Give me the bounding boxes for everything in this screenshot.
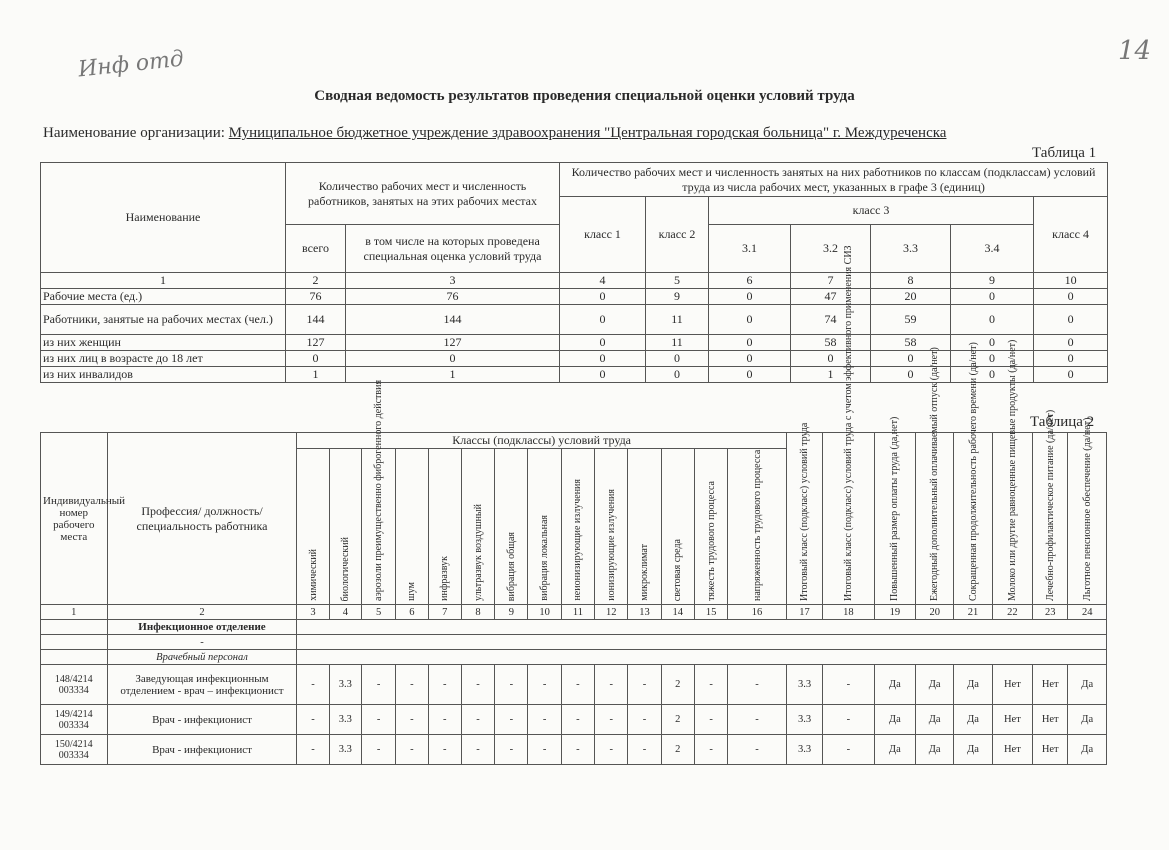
t2-header-increased-pay: [874, 416, 915, 605]
t1-cell: 0: [560, 305, 646, 335]
t2-dash-cell: -: [107, 635, 297, 650]
t1-cell: 0: [646, 367, 709, 383]
t1-row: [41, 351, 1108, 367]
t2-cell: -: [297, 665, 329, 705]
organization-name: Муниципальное бюджетное учреждение здравоохранения "Центральная городская больница" г. Междуреченска: [228, 125, 947, 141]
document-title: Сводная ведомость результатов проведения специальной оценки условий труда: [314, 88, 855, 104]
t2-cell: 2: [661, 705, 694, 735]
t2-extra-label: Лечебно-профилактическое питание (да/нет): [1044, 409, 1056, 601]
t2-factor-header: [528, 449, 561, 605]
t2-col-number: 14: [661, 605, 694, 620]
t2-col-number: 15: [694, 605, 727, 620]
t1-cell: 0: [1034, 305, 1108, 335]
t1-col-number: 1: [41, 273, 286, 289]
t2-cell: 3.3: [786, 735, 822, 765]
t2-cell: Нет: [1033, 665, 1068, 705]
t2-extra-label: Молоко или другие равноценные пищевые продукты (да/нет): [1006, 339, 1018, 601]
t1-cell: 0: [871, 351, 951, 367]
t2-cell: -: [461, 735, 494, 765]
t2-factor-label: ультразвук воздушный: [472, 504, 484, 601]
t2-cell: Да: [874, 665, 915, 705]
t2-cell: -: [728, 665, 787, 705]
t2-cell: -: [628, 665, 661, 705]
t1-header-33: 3.3: [871, 225, 951, 273]
t2-row-profession: Врач - инфекционист: [107, 705, 297, 735]
t2-factor-header: [297, 449, 329, 605]
t1-header-class4: класс 4: [1034, 197, 1108, 273]
t2-extra-label: Итоговый класс (подкласс) условий труда: [799, 422, 810, 601]
t2-factor-label: тяжесть трудового процесса: [705, 481, 717, 601]
t2-col-number: 3: [297, 605, 329, 620]
t1-cell: 144: [286, 305, 346, 335]
t1-cell: 0: [951, 289, 1034, 305]
t1-col-number: 10: [1034, 273, 1108, 289]
t1-col-number: 5: [646, 273, 709, 289]
t2-cell: -: [561, 705, 594, 735]
t1-row: [41, 367, 1108, 383]
t2-col-number: 17: [786, 605, 822, 620]
t2-col-number: 10: [528, 605, 561, 620]
t1-cell: 0: [1034, 289, 1108, 305]
t1-row-name: Рабочие места (ед.): [41, 289, 286, 305]
t2-factor-label: вибрация локальная: [539, 515, 551, 601]
t1-header-31: 3.1: [709, 225, 791, 273]
t1-cell: 20: [871, 289, 951, 305]
t1-header-34: 3.4: [951, 225, 1034, 273]
t1-cell: 76: [346, 289, 560, 305]
t2-row-id: 148/4214 003334: [41, 665, 108, 705]
t2-cell: 3.3: [329, 705, 361, 735]
t2-cell: 3.3: [786, 705, 822, 735]
t2-col-number: 1: [41, 605, 108, 620]
t1-cell: 11: [646, 335, 709, 351]
t1-col-number: 4: [560, 273, 646, 289]
t2-cell: Да: [1068, 705, 1107, 735]
t1-cell: 0: [709, 367, 791, 383]
t2-row: [41, 665, 1107, 705]
t1-cell: 127: [346, 335, 560, 351]
t2-cell: -: [595, 705, 628, 735]
t1-cell: 47: [791, 289, 871, 305]
t2-cell: -: [428, 705, 461, 735]
t2-cell: -: [528, 705, 561, 735]
t2-cell: -: [297, 705, 329, 735]
t2-cell: Да: [954, 665, 992, 705]
summary-table: [40, 162, 1108, 383]
t2-cell: -: [728, 735, 787, 765]
t2-cell: Нет: [1033, 705, 1068, 735]
t2-col-number: 12: [595, 605, 628, 620]
t2-row-profession: Врач - инфекционист: [107, 735, 297, 765]
t2-cell: -: [396, 735, 428, 765]
t2-dash-filler: [297, 635, 1107, 650]
t2-extra-label: Повышенный размер оплаты труда (да,нет): [889, 416, 901, 601]
t1-cell: 0: [1034, 335, 1108, 351]
t2-col-number: 5: [361, 605, 395, 620]
t1-cell: 0: [871, 367, 951, 383]
t2-factor-header: [361, 379, 395, 605]
t2-factor-header: [728, 449, 787, 605]
t1-cell: 1: [286, 367, 346, 383]
t2-section-name: Инфекционное отделение: [107, 620, 297, 635]
t2-factor-header: [561, 449, 594, 605]
t2-factor-header: [694, 449, 727, 605]
t2-cell: Да: [874, 735, 915, 765]
t2-factor-header: [595, 449, 628, 605]
t2-cell: -: [561, 735, 594, 765]
t2-cell: -: [628, 705, 661, 735]
t2-cell: -: [396, 665, 428, 705]
t2-factor-header: [329, 449, 361, 605]
t2-row: [41, 705, 1107, 735]
t2-header-pension: [1068, 417, 1107, 605]
t1-header-qty: Количество рабочих мест и численность работников, занятых на этих рабочих местах: [286, 163, 560, 225]
t2-subsection-id-cell: [41, 650, 108, 665]
t2-cell: -: [694, 705, 727, 735]
t1-cell: 11: [646, 305, 709, 335]
t2-cell: Да: [916, 705, 954, 735]
t2-cell: 2: [661, 665, 694, 705]
t2-cell: 2: [661, 735, 694, 765]
t2-factor-label: инфразвук: [439, 556, 451, 601]
t2-factor-header: [628, 449, 661, 605]
t1-row-name: из них инвалидов: [41, 367, 286, 383]
table1-caption: Таблица 1: [1032, 145, 1097, 161]
t2-cell: -: [595, 665, 628, 705]
t2-cell: -: [461, 665, 494, 705]
t1-row-name: из них лиц в возрасте до 18 лет: [41, 351, 286, 367]
t2-col-number: 16: [728, 605, 787, 620]
t1-cell: 0: [951, 367, 1034, 383]
t1-header-32: 3.2: [791, 225, 871, 273]
t2-factor-label: световая среда: [672, 538, 684, 601]
organization-line: [43, 125, 946, 142]
t1-cell: 144: [346, 305, 560, 335]
t2-factor-header: [428, 449, 461, 605]
t2-row-profession: Заведующая инфекционным отделением - врач – инфекционист: [107, 665, 297, 705]
t2-factor-label: вибрация общая: [505, 531, 517, 601]
t2-cell: -: [823, 665, 874, 705]
t2-cell: -: [628, 735, 661, 765]
t2-col-number: 4: [329, 605, 361, 620]
t2-col-number: 11: [561, 605, 594, 620]
t2-header-profession: Профессия/ должность/ специальность работника: [107, 433, 297, 605]
t1-col-number: 7: [791, 273, 871, 289]
t2-cell: Да: [916, 665, 954, 705]
t1-cell: 0: [560, 289, 646, 305]
t2-cell: -: [428, 665, 461, 705]
t1-col-number: 6: [709, 273, 791, 289]
t2-col-number: 24: [1068, 605, 1107, 620]
page-number-handwritten: 14: [1118, 36, 1152, 66]
t1-cell: 58: [791, 335, 871, 351]
t1-cell: 9: [646, 289, 709, 305]
t1-header-total: всего: [286, 225, 346, 273]
t2-cell: -: [297, 735, 329, 765]
t1-cell: 0: [286, 351, 346, 367]
t2-row-id: 150/4214 003334: [41, 735, 108, 765]
t2-row: [41, 735, 1107, 765]
t2-cell: -: [528, 665, 561, 705]
t2-cell: Нет: [1033, 735, 1068, 765]
t2-factor-label: биологический: [339, 536, 351, 601]
t2-factor-label: шум: [406, 582, 418, 601]
t2-col-number: 6: [396, 605, 428, 620]
t2-cell: Да: [874, 705, 915, 735]
t2-factor-header: [396, 449, 428, 605]
t2-factor-label: аэрозоли преимущественно фиброгенного действия: [373, 379, 385, 601]
t2-cell: -: [361, 735, 395, 765]
t2-cell: -: [595, 735, 628, 765]
t2-cell: -: [461, 705, 494, 735]
t2-cell: -: [561, 665, 594, 705]
t2-cell: -: [728, 705, 787, 735]
t2-header-extra-leave: [916, 347, 954, 605]
t1-cell: 58: [871, 335, 951, 351]
t1-cell: 0: [951, 335, 1034, 351]
t2-cell: -: [495, 735, 528, 765]
t2-cell: -: [694, 735, 727, 765]
t2-factor-label: ионизирующие излучения: [605, 489, 617, 601]
t1-cell: 0: [951, 305, 1034, 335]
t1-cell: 0: [709, 335, 791, 351]
t2-factor-header: [661, 449, 694, 605]
t2-extra-label: Сокращенная продолжительность рабочего времени (да/нет): [967, 342, 979, 601]
t2-extra-label: Льготное пенсионное обеспечение (да/нет): [1081, 417, 1093, 601]
t2-cell: 3.3: [329, 665, 361, 705]
t2-col-number: 23: [1033, 605, 1068, 620]
t2-col-number: 19: [874, 605, 915, 620]
t2-header-final-class: [786, 422, 822, 605]
t2-cell: -: [361, 705, 395, 735]
t1-row-name: Работники, занятые на рабочих местах (чел.): [41, 305, 286, 335]
table2-caption: Таблица 2: [1030, 414, 1095, 430]
t2-subsection-name: Врачебный персонал: [107, 650, 297, 665]
t2-factor-header: [461, 449, 494, 605]
t1-cell: 0: [709, 351, 791, 367]
handwritten-note: Инф отд: [76, 46, 185, 83]
t2-col-number: 22: [992, 605, 1032, 620]
t1-cell: 1: [791, 367, 871, 383]
t1-cell: 0: [560, 367, 646, 383]
t2-row-id: 149/4214 003334: [41, 705, 108, 735]
t1-col-number: 9: [951, 273, 1034, 289]
t1-cell: 0: [951, 351, 1034, 367]
t1-col-number: 2: [286, 273, 346, 289]
t2-factor-header: [495, 449, 528, 605]
t2-col-number: 21: [954, 605, 992, 620]
t2-dash-row: [41, 635, 1107, 650]
organization-label: Наименование организации:: [43, 125, 225, 141]
t2-cell: Нет: [992, 735, 1032, 765]
t1-cell: 0: [791, 351, 871, 367]
t2-section-id-cell: [41, 620, 108, 635]
t2-factor-label: неионизирующие излучения: [572, 479, 584, 601]
t2-column-numbers: [41, 605, 1107, 620]
t1-cell: 59: [871, 305, 951, 335]
t2-col-number: 20: [916, 605, 954, 620]
t2-cell: Да: [954, 735, 992, 765]
t2-cell: -: [495, 665, 528, 705]
t1-header-class3: класс 3: [709, 197, 1034, 225]
t1-col-number: 8: [871, 273, 951, 289]
t2-factor-label: напряженность трудового процесса: [751, 449, 763, 601]
t2-header-id: Индивидуальный номер рабочего места: [41, 433, 108, 605]
t1-row: [41, 289, 1108, 305]
t2-subsection-filler: [297, 650, 1107, 665]
t2-col-number: 2: [107, 605, 297, 620]
t2-col-number: 8: [461, 605, 494, 620]
t1-cell: 0: [1034, 367, 1108, 383]
t2-cell: -: [361, 665, 395, 705]
t2-col-number: 13: [628, 605, 661, 620]
t1-cell: 1: [346, 367, 560, 383]
t1-header-classes: Количество рабочих мест и численность занятых на них работников по классам (подклассам) условий труда из числа рабочих мест, указанных в графе 3 (единиц): [560, 163, 1108, 197]
t2-factor-label: микроклимат: [639, 544, 650, 601]
t2-section-row: [41, 620, 1107, 635]
t1-row: [41, 305, 1108, 335]
t2-cell: Нет: [992, 705, 1032, 735]
t2-col-number: 18: [823, 605, 874, 620]
t1-header-incl: в том числе на которых проведена специальная оценка условий труда: [346, 225, 560, 273]
t2-header-classes: Классы (подклассы) условий труда: [297, 433, 786, 449]
t1-cell: 0: [346, 351, 560, 367]
t2-cell: -: [428, 735, 461, 765]
t2-cell: -: [694, 665, 727, 705]
t1-row: [41, 335, 1108, 351]
t1-cell: 0: [646, 351, 709, 367]
t2-subsection-row: [41, 650, 1107, 665]
t2-cell: -: [823, 705, 874, 735]
t2-header-short-hours: [954, 342, 992, 605]
t1-header-class1: класс 1: [560, 197, 646, 273]
t1-cell: 74: [791, 305, 871, 335]
t2-extra-label: Итоговый класс (подкласс) условий труда с учетом эффективного применения СИЗ: [842, 245, 854, 601]
t2-section-filler: [297, 620, 1107, 635]
t2-cell: -: [396, 705, 428, 735]
t2-header-milk: [992, 339, 1032, 605]
t2-cell: -: [528, 735, 561, 765]
t2-extra-label: Ежегодный дополнительный оплачиваемый отпуск (да/нет): [929, 347, 941, 601]
t2-cell: Да: [1068, 735, 1107, 765]
t1-column-numbers: [41, 273, 1108, 289]
t1-cell: 0: [709, 289, 791, 305]
t2-cell: 3.3: [786, 665, 822, 705]
t2-col-number: 7: [428, 605, 461, 620]
t2-factor-label: химический: [307, 549, 319, 601]
t1-header-class2: класс 2: [646, 197, 709, 273]
t1-cell: 0: [560, 335, 646, 351]
t1-header-name: Наименование: [41, 163, 286, 273]
t2-col-number: 9: [495, 605, 528, 620]
t2-dash-id-cell: [41, 635, 108, 650]
t2-cell: 3.3: [329, 735, 361, 765]
t2-cell: Нет: [992, 665, 1032, 705]
t2-cell: Да: [1068, 665, 1107, 705]
t2-cell: -: [495, 705, 528, 735]
t2-cell: Да: [916, 735, 954, 765]
t1-cell: 0: [560, 351, 646, 367]
t1-col-number: 3: [346, 273, 560, 289]
t2-cell: -: [823, 735, 874, 765]
t1-cell: 0: [709, 305, 791, 335]
t1-cell: 127: [286, 335, 346, 351]
t1-cell: 0: [1034, 351, 1108, 367]
t2-cell: Да: [954, 705, 992, 735]
t1-row-name: из них женщин: [41, 335, 286, 351]
t1-cell: 76: [286, 289, 346, 305]
